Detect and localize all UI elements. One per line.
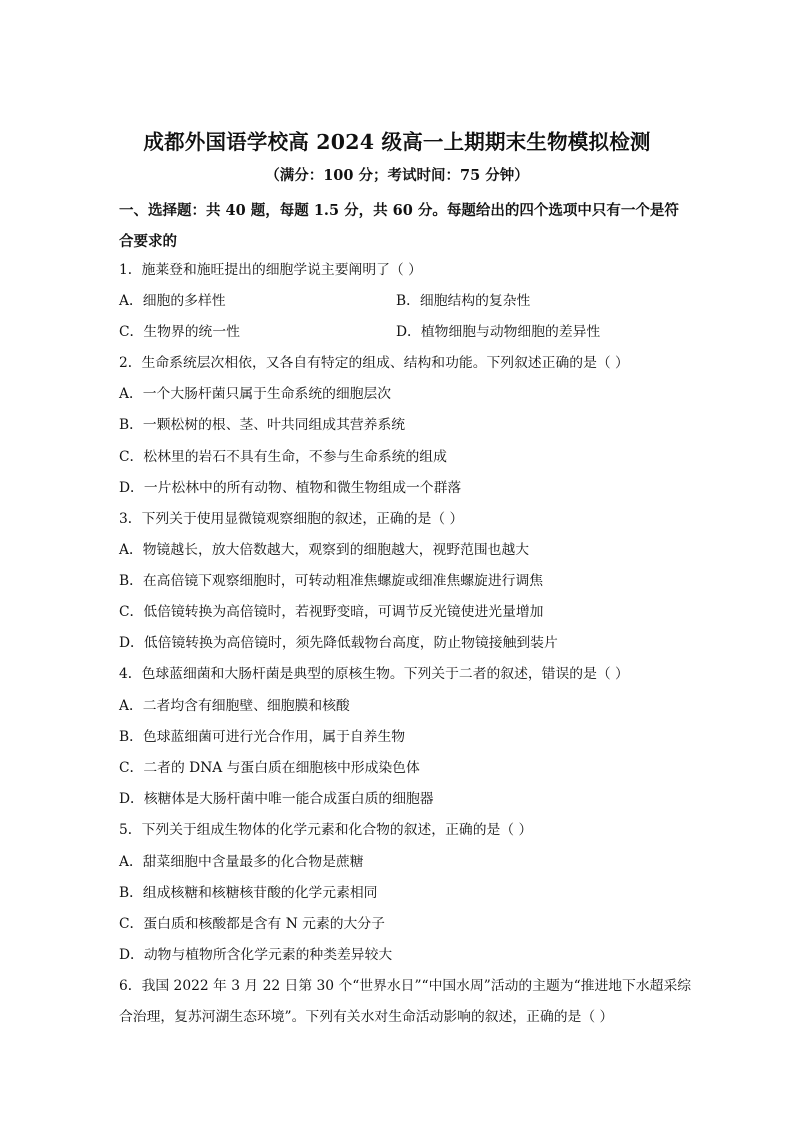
question-2-stem: 2．生命系统层次相依，又各自有特定的组成、结构和功能。下列叙述正确的是（ ） xyxy=(119,355,629,371)
question-4-option-c: C．二者的 DNA 与蛋白质在细胞核中形成染色体 xyxy=(119,760,420,776)
question-1-stem: 1．施莱登和施旺提出的细胞学说主要阐明了（ ） xyxy=(119,262,422,278)
question-5-option-b: B．组成核糖和核糖核苷酸的化学元素相同 xyxy=(119,885,378,901)
question-6-stem-line-1: 6．我国 2022 年 3 月 22 日第 30 个“世界水日”“中国水周”活动的主题为“推进地下水超采综 xyxy=(119,978,692,994)
question-2-option-c: C．松林里的岩石不具有生命，不参与生命系统的组成 xyxy=(119,449,447,465)
exam-title: 成都外国语学校高 2024 级高一上期期末生物模拟检测 xyxy=(143,130,651,154)
question-6-stem-line-2: 合治理，复苏河湖生态环境”。下列有关水对生命活动影响的叙述，正确的是（ ） xyxy=(119,1009,614,1025)
question-3-option-a: A．物镜越长，放大倍数越大，观察到的细胞越大，视野范围也越大 xyxy=(119,542,530,558)
section-heading: 一、选择题：共 40 题，每题 1.5 分，共 60 分。每题给出的四个选项中只有一个是符合要求的 xyxy=(119,202,679,250)
question-4-option-a: A．二者均含有细胞壁、细胞膜和核酸 xyxy=(119,698,350,714)
question-1-option-b: B．细胞结构的复杂性 xyxy=(396,293,531,309)
question-5-option-a: A．甜菜细胞中含量最多的化合物是蔗糖 xyxy=(119,854,364,870)
question-1-option-c: C．生物界的统一性 xyxy=(119,324,240,340)
question-5-option-d: D．动物与植物所含化学元素的种类差异较大 xyxy=(119,947,393,963)
question-4-stem: 4．色球蓝细菌和大肠杆菌是典型的原核生物。下列关于二者的叙述，错误的是（ ） xyxy=(119,666,629,682)
question-5-stem: 5．下列关于组成生物体的化学元素和化合物的叙述，正确的是（ ） xyxy=(119,822,533,838)
question-2-option-a: A．一个大肠杆菌只属于生命系统的细胞层次 xyxy=(119,386,392,402)
question-5-option-c: C．蛋白质和核酸都是含有 N 元素的大分子 xyxy=(119,916,385,932)
question-2-option-b: B．一颗松树的根、茎、叶共同组成其营养系统 xyxy=(119,417,406,433)
question-4-option-d: D．核糖体是大肠杆菌中唯一能合成蛋白质的细胞器 xyxy=(119,791,434,807)
question-3-option-c: C．低倍镜转换为高倍镜时，若视野变暗，可调节反光镜使进光量增加 xyxy=(119,604,544,620)
question-1-option-a: A．细胞的多样性 xyxy=(119,293,226,309)
question-1-option-d: D．植物细胞与动物细胞的差异性 xyxy=(396,324,601,340)
question-3-stem: 3．下列关于使用显微镜观察细胞的叙述，正确的是（ ） xyxy=(119,511,464,527)
question-3-option-b: B．在高倍镜下观察细胞时，可转动粗准焦螺旋或细准焦螺旋进行调焦 xyxy=(119,573,544,589)
question-2-option-d: D．一片松林中的所有动物、植物和微生物组成一个群落 xyxy=(119,480,462,496)
question-3-option-d: D．低倍镜转换为高倍镜时，须先降低载物台高度，防止物镜接触到装片 xyxy=(119,635,558,651)
question-4-option-b: B．色球蓝细菌可进行光合作用，属于自养生物 xyxy=(119,729,406,745)
exam-subtitle: （满分：100 分；考试时间：75 分钟） xyxy=(265,167,529,184)
